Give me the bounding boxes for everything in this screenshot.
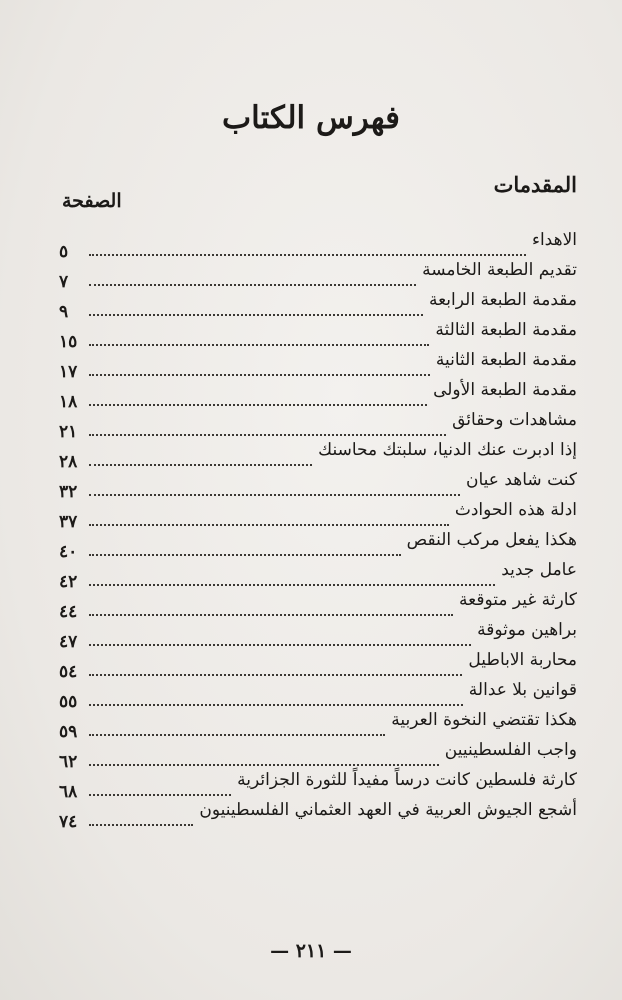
toc-entry-page: ٥٥ [59, 692, 78, 712]
toc-entry-title: واجب الفلسطينيين [444, 740, 577, 760]
toc-entry-page: ١٧ [59, 362, 78, 382]
toc-entry [55, 408, 577, 442]
toc-entry-title: قوانين بلا عدالة [468, 680, 577, 700]
dot-leader [89, 554, 401, 556]
toc-entry-page: ٥ [59, 242, 69, 262]
dot-leader [89, 284, 416, 286]
toc-entry-title: كارثة فلسطين كانت درساً مفيداً للثورة الجزائرية [237, 770, 577, 790]
dot-leader [89, 464, 312, 466]
toc-entry-page: ٤٤ [59, 602, 78, 622]
toc-entry [55, 648, 577, 682]
toc-entry-page: ٤٠ [59, 542, 78, 562]
dot-leader [89, 494, 460, 496]
dot-leader [89, 344, 429, 346]
toc-entry-title: مقدمة الطبعة الثانية [435, 350, 577, 370]
toc-entry [55, 678, 577, 712]
toc-entry-title: هكذا تقتضي النخوة العربية [391, 710, 577, 730]
toc-entry-page: ٢١ [59, 422, 78, 442]
dot-leader [89, 314, 423, 316]
toc-entry [55, 288, 577, 322]
toc-entry-title: عامل جديد [501, 560, 577, 580]
toc-entry-page: ٧ [59, 272, 69, 292]
toc-entry-title: تقديم الطبعة الخامسة [422, 260, 577, 280]
toc-entry [55, 258, 577, 292]
toc-entry-title: براهين موثوقة [477, 620, 577, 640]
toc-entry [55, 378, 577, 412]
toc-entry [55, 498, 577, 532]
toc-entry-page: ١٥ [59, 332, 78, 352]
toc-entry [55, 618, 577, 652]
table-of-contents [55, 228, 577, 832]
page-column-heading: الصفحة [62, 190, 122, 212]
toc-entry-title: كارثة غير متوقعة [459, 590, 577, 610]
toc-entry-title: هكذا يفعل مركب النقص [406, 530, 577, 550]
toc-entry-page: ٧٤ [59, 812, 78, 832]
toc-entry-page: ٣٢ [59, 482, 78, 502]
toc-entry [55, 438, 577, 472]
toc-entry-title: مقدمة الطبعة الرابعة [428, 290, 577, 310]
toc-entry [55, 738, 577, 772]
page-title: فهرس الكتاب [221, 100, 400, 136]
toc-entry-title: كنت شاهد عيان [466, 470, 577, 490]
toc-entry-title: الاهداء [531, 230, 577, 250]
toc-entry [55, 318, 577, 352]
dot-leader [89, 404, 427, 406]
toc-entry [55, 468, 577, 502]
toc-entry-page: ٦٨ [59, 782, 78, 802]
dot-leader [89, 734, 385, 736]
toc-entry-page: ٤٢ [59, 572, 78, 592]
dot-leader [89, 644, 471, 646]
toc-entry-page: ٣٧ [59, 512, 78, 532]
toc-entry [55, 528, 577, 562]
dot-leader [89, 374, 430, 376]
toc-entry-title: أشجع الجيوش العربية في العهد العثماني الفلسطينيون [199, 800, 577, 820]
toc-entry-title: مشاهدات وحقائق [452, 410, 577, 430]
toc-entry-page: ٥٤ [59, 662, 78, 682]
toc-entry [55, 768, 577, 802]
page-number: — ٢١١ — [270, 940, 352, 962]
toc-entry-page: ٥٩ [59, 722, 78, 742]
toc-entry-page: ٢٨ [59, 452, 78, 472]
toc-entry-title: ادلة هذه الحوادث [454, 500, 577, 520]
toc-entry-page: ٤٧ [59, 632, 78, 652]
toc-entry-title: إذا ادبرت عنك الدنيا، سلبتك محاسنك [318, 440, 577, 460]
dot-leader [89, 434, 446, 436]
toc-entry [55, 558, 577, 592]
dot-leader [89, 764, 439, 766]
dot-leader [89, 704, 463, 706]
toc-entry [55, 228, 577, 262]
dot-leader [89, 824, 193, 826]
section-heading: المقدمات [493, 172, 577, 197]
toc-entry-page: ١٨ [59, 392, 78, 412]
toc-entry [55, 798, 577, 832]
toc-entry [55, 348, 577, 382]
toc-entry [55, 588, 577, 622]
toc-entry-page: ٩ [59, 302, 69, 322]
dot-leader [89, 614, 453, 616]
dot-leader [89, 584, 495, 586]
toc-entry-title: محاربة الاباطيل [468, 650, 577, 670]
toc-entry-title: مقدمة الطبعة الأولى [433, 380, 577, 400]
dot-leader [89, 794, 231, 796]
dot-leader [89, 254, 526, 256]
dot-leader [89, 524, 449, 526]
toc-entry [55, 708, 577, 742]
toc-entry-title: مقدمة الطبعة الثالثة [435, 320, 577, 340]
dot-leader [89, 674, 462, 676]
toc-entry-page: ٦٢ [59, 752, 78, 772]
